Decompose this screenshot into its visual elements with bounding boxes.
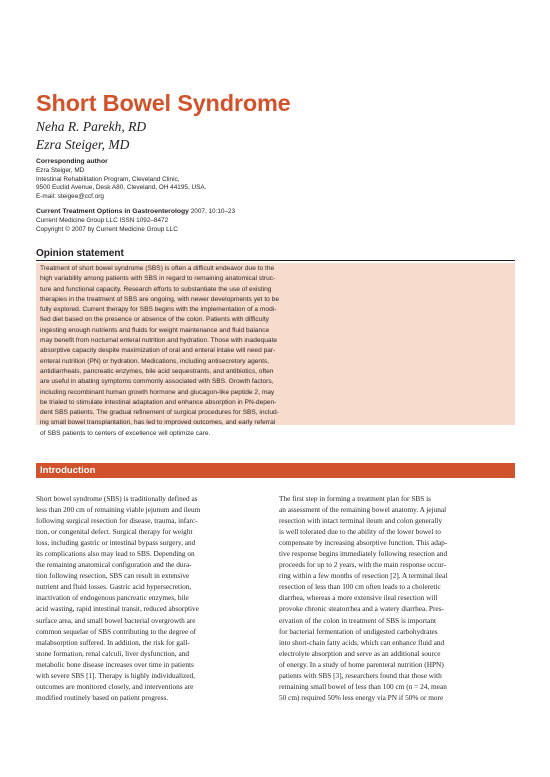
text-line: tive response begins immediately following resection and <box>279 549 448 559</box>
corresponding-author-label: Corresponding author <box>36 158 108 165</box>
citation-block <box>36 208 235 234</box>
body-column-left <box>36 493 272 703</box>
corresponding-line: Intestinal Rehabilitation Program, Cleveland Clinic, <box>36 175 180 183</box>
text-line: loss, including gastric or intestinal bypass surgery, and <box>36 538 196 548</box>
text-line: acid wasting, rapid intestinal transit, reduced absorptive <box>36 604 199 614</box>
text-line: ture and functional capacity. Research efforts to substantiate the use of existing <box>40 285 272 293</box>
text-line: antidiarrheals, pancreatic enzymes, bile acid sequestrants, and antibiotics, often <box>40 367 274 375</box>
author-name: Neha R. Parekh, RD <box>36 119 147 134</box>
text-line: are useful in abating symptoms commonly associated with SBS. Growth factors, <box>40 378 274 386</box>
text-line: with severe SBS [1]. Therapy is highly individualized, <box>36 670 195 680</box>
text-line: be trialed to stimulate intestinal adaptation and enhance absorption in PN-depen- <box>40 398 277 406</box>
citation-line: Current Medicine Group LLC ISSN 1092–8472 <box>36 216 169 224</box>
corresponding-email: E-mail: steigee@ccf.org <box>36 193 104 201</box>
text-line: the remaining anatomical configuration and the dura- <box>36 560 192 570</box>
corresponding-line: 9500 Euclid Avenue, Desk A80, Cleveland, OH 44195, USA. <box>36 184 207 192</box>
text-line: outcomes are monitored closely, and interventions are <box>36 681 194 691</box>
text-line: its complications also may lead to SBS. Depending on <box>36 549 195 559</box>
body-column-right <box>279 493 515 703</box>
text-line: less than 200 cm of remaining viable jejunum and ileum <box>36 505 201 515</box>
text-line: ing small bowel transplantation, has led to improved outcomes, and early referral <box>40 419 276 427</box>
text-line: inactivation of endogenous pancreatic enzymes, bile <box>36 593 189 603</box>
text-line: diarrhea, whereas a more extensive ileal resection will <box>279 593 438 603</box>
text-line: for bacterial fermentation of undigested carbohydrates <box>279 626 438 636</box>
copyright-line: Copyright © 2007 by Current Medicine Group LLC <box>36 225 178 233</box>
text-line: tion following resection, SBS can result in extensive <box>36 571 190 581</box>
text-line: following surgical resection for disease, trauma, infarc- <box>36 516 198 526</box>
text-line: The first step in forming a treatment plan for SBS is <box>279 494 431 503</box>
article-title: Short Bowel Syndrome <box>36 90 291 116</box>
introduction-heading: Introduction <box>40 465 96 476</box>
text-line: patients with SBS [3], researchers found that those with <box>279 670 442 680</box>
text-line: stone formation, renal calculi, liver dysfunction, and <box>36 648 189 658</box>
text-line: of SBS patients to centers of excellence will optimize care. <box>40 429 211 437</box>
text-line: Short bowel syndrome (SBS) is traditionally defined as <box>36 494 198 503</box>
text-line: electrolyte absorption and serve as an additional source <box>279 648 441 658</box>
text-line: enteral nutrition (PN) or hydration. Medications, including antisecretory agents, <box>40 357 270 365</box>
text-line: common sequelae of SBS contributing to the degree of <box>36 626 197 636</box>
text-line: Treatment of short bowel syndrome (SBS) is often a difficult endeavor due to the <box>40 265 275 272</box>
text-line: remaining small bowel of less than 100 cm (n = 24, mean <box>279 681 447 691</box>
text-line: of energy. In a study of home parenteral nutrition (HPN) <box>279 659 444 669</box>
text-line: provoke chronic steatorrhea and a watery diarrhea. Pres- <box>279 604 444 614</box>
opinion-statement-heading: Opinion statement <box>36 248 124 259</box>
text-line: metabolic bone disease increases over time in patients <box>36 659 194 669</box>
corresponding-line: Ezra Steiger, MD <box>36 166 85 174</box>
corresponding-author-block <box>36 158 206 202</box>
opinion-statement-text <box>40 264 512 439</box>
opinion-divider <box>36 260 515 261</box>
text-line: resection of less than 100 cm often leads to a choleretic <box>279 582 441 592</box>
journal-reference: 2007, 10:10–23 <box>188 208 236 215</box>
text-line: including recombinant human growth hormone and glucagon-like peptide 2, may <box>40 388 275 396</box>
text-line: nutrient and fluid losses. Gastric acid hypersecretion, <box>36 582 192 592</box>
journal-citation <box>36 208 235 217</box>
text-line: resection with intact terminal ileum and colon generally <box>279 516 443 526</box>
text-line: is well tolerated due to the ability of the lower bowel to <box>279 527 441 537</box>
text-line: may benefit from nocturnal enteral nutrition and hydration. Those with inadequate <box>40 337 278 345</box>
text-line: ervation of the colon in treatment of SBS is important <box>279 615 437 625</box>
text-line: high variability among patients with SBS in regard to remaining anatomical struc- <box>40 275 276 283</box>
text-line: 50 cm) required 50% less energy via PN if 50% or more <box>279 692 444 702</box>
text-line: ingesting enough nutrients and fluids for weight maintenance and fluid balance <box>40 326 270 334</box>
text-line: modified routinely based on patient progress. <box>36 692 169 702</box>
text-line: an assessment of the remaining bowel anatomy. A jejunal <box>279 505 447 515</box>
text-line: surface area, and small bowel bacterial overgrowth are <box>36 615 196 625</box>
text-line: fully explored. Current therapy for SBS begins with the implementation of a modi- <box>40 306 277 314</box>
text-line: absorptive capacity despite maximization of oral and enteral intake will need par- <box>40 347 276 355</box>
text-line: proceeds for up to 2 years, with the main response occur- <box>279 560 447 570</box>
text-line: into short-chain fatty acids, which can enhance fluid and <box>279 637 445 647</box>
text-line: malabsorption suffered. In addition, the risk for gall- <box>36 637 190 647</box>
text-line: ring within a few months of resection [2]. A terminal ileal <box>279 571 448 581</box>
text-line: tion, or congenital defect. Surgical therapy for weight <box>36 527 193 537</box>
text-line: fied diet based on the presence or absence of the colon. Patients with difficulty <box>40 316 269 324</box>
author-name: Ezra Steiger, MD <box>36 137 130 152</box>
introduction-heading-bar <box>36 463 515 478</box>
text-line: compensate by increasing absorptive function. This adap- <box>279 538 448 548</box>
text-line: dent SBS patients. The gradual refinement of surgical procedures for SBS, includ- <box>40 409 279 417</box>
journal-name: Current Treatment Options in Gastroenterology <box>36 208 189 215</box>
text-line: therapies in the treatment of SBS are ongoing, with newer developments yet to be <box>40 295 279 303</box>
